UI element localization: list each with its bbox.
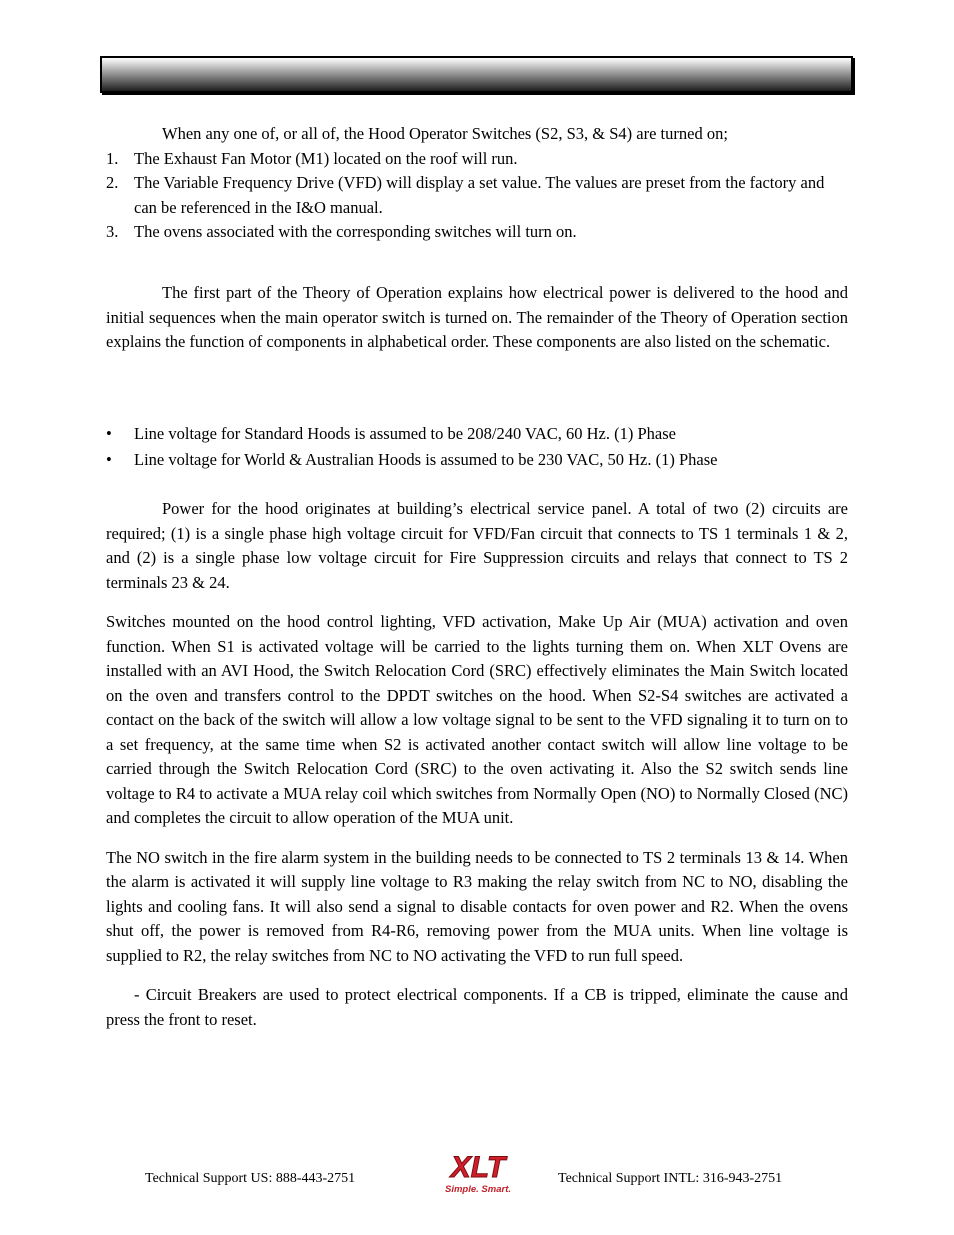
support-us-text: Technical Support US: 888-443-2751 [145,1171,356,1186]
hood-switches-intro: When any one of, or all of, the Hood Operator Switches (S2, S3, & S4) are turned on; [162,124,728,143]
section-header-bar [100,56,853,93]
theory-intro-paragraph: The first part of the Theory of Operation explains how electrical power is delivered to the hood and initial sequences when the main operator switch is turned on. The remainder of the Theory of Operation section explains the function of components in alphabetical order. These components are also listed on the schematic. [106,283,848,351]
logo-tagline: Simple. Smart. [445,1184,511,1195]
voltage-bullets [106,422,848,473]
list-item: 3. The ovens associated with the corresponding switches will turn on. [106,222,577,241]
support-intl-text: Technical Support INTL: 316-943-2751 [558,1171,783,1186]
list-item: • Line voltage for World & Australian Hoods is assumed to be 230 VAC, 50 Hz. (1) Phase [106,450,718,469]
switches-paragraph: Switches mounted on the hood control lighting, VFD activation, Make Up Air (MUA) activation and oven function. When S1 is activated voltage will be carried to the lights turning them on. When XLT Ovens are installed with an AVI Hood, the Switch Relocation Cord (SRC) effectively eliminates the Main Switch located on the oven and transfers control to the DPDT switches on the hood. When S2-S4 switches are activated a contact on the back of the switch will allow a low voltage signal to be sent to the VFD signaling it to turn on to a set frequency, at the same time when S2 is activated another contact switch will allow line voltage to be carried through the Switch Relocation Cord (SRC) to the oven activating it. Also the S2 switch sends line voltage to R4 to activate a MUA relay coil which switches from Normally Open (NO) to Normally Closed (NC) and completes the circuit to allow operation of the MUA unit. [106,612,848,827]
xlt-logo [428,1145,528,1195]
theory-intro-section [106,281,848,355]
power-paragraph: Power for the hood originates at building’s electrical service panel. A total of two (2) circuits are required; (1) is a single phase high voltage circuit for VFD/Fan circuit that connects to TS 1 terminals 1 & 2, and (2) is a single phase low voltage circuit for Fire Suppression circuits and relays that connect to TS 2 terminals 23 & 24. [106,499,848,592]
circuit-breakers-paragraph: - Circuit Breakers are used to protect electrical components. If a CB is tripped, eliminate the cause and press the front to reset. [106,985,848,1029]
hood-switches-steps [106,147,848,245]
list-item: 1. The Exhaust Fan Motor (M1) located on the roof will run. [106,148,518,168]
fire-alarm-paragraph: The NO switch in the fire alarm system in the building needs to be connected to TS 2 terminals 13 & 14. When the alarm is activated it will supply line voltage to R3 making the relay switch from NC to NO, disabling the lights and cooling fans. It will also send a signal to disable contacts for oven power and R2. When the ovens shut off, the power is removed from R4-R6, removing power from the MUA units. When line voltage is supplied to R2, the relay switches from NC to NO activating the VFD to run full speed. [106,847,848,965]
list-item: • Line voltage for Standard Hoods is assumed to be 208/240 VAC, 60 Hz. (1) Phase [106,424,676,443]
power-section [106,497,848,1032]
logo-text: XLT [450,1151,506,1184]
page-footer [0,1140,954,1200]
list-item: 2. The Variable Frequency Drive (VFD) will display a set value. The values are preset from the factory and can be referenced in the I&O manual. [106,173,825,217]
voltage-section [106,422,848,474]
hood-switches-section [106,122,848,245]
